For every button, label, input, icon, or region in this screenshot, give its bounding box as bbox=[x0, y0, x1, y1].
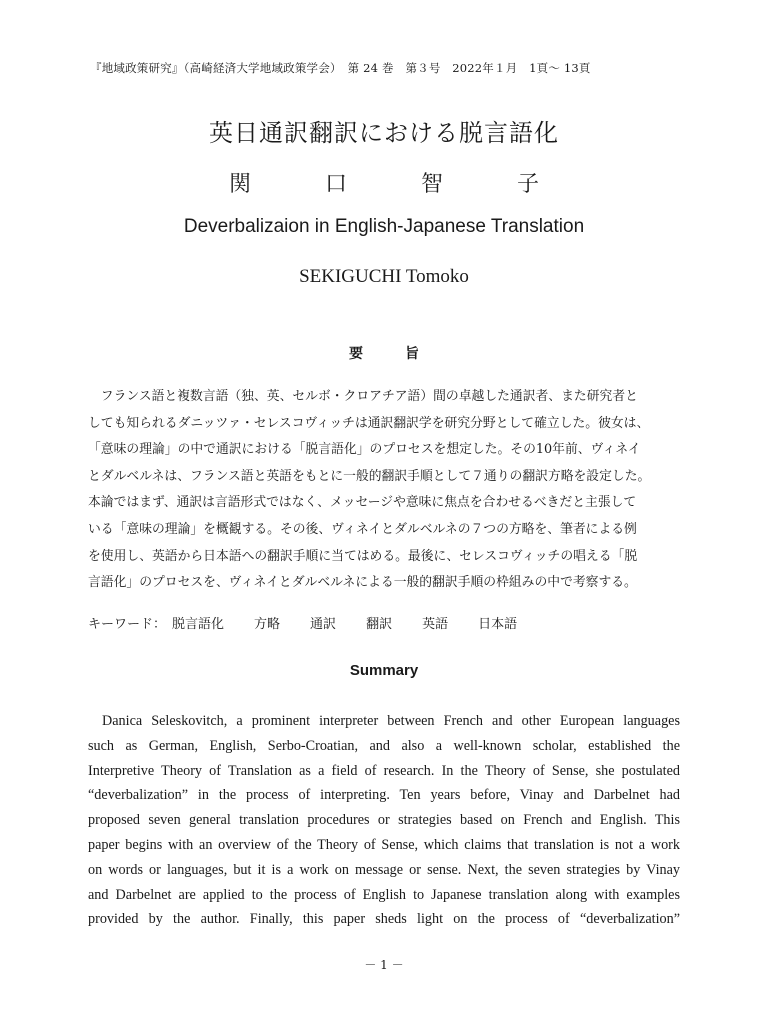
title-japanese: 英日通訳翻訳における脱言語化 bbox=[209, 119, 559, 147]
abstract-line: を使用し、英語から日本語への翻訳手順に当てはめる。最後に、セレスコヴィッチの唱える「脱 bbox=[88, 548, 638, 564]
summary-line: and Darbelnet are applied to the process of English to Japanese translation along with examples bbox=[88, 886, 680, 903]
summary-line: Interpretive Theory of Translation as a field of research. In the Theory of Sense, she postulated bbox=[88, 762, 680, 779]
journal-header: 『地域政策研究』（高崎経済大学地域政策学会） 第 24 巻 第３号 2022年１月 1頁〜 13頁 bbox=[90, 61, 591, 75]
abstract-line: しても知られるダニッツァ・セレスコヴィッチは通訳翻訳学を研究分野として確立した。彼女は、 bbox=[88, 415, 650, 431]
summary-line: “deverbalization” in the process of interpreting. Ten years before, Vinay and Darbelnet had bbox=[88, 787, 680, 804]
summary-heading: Summary bbox=[349, 662, 419, 679]
keyword: 翻訳 bbox=[366, 617, 393, 632]
keyword: 脱言語化 bbox=[172, 617, 225, 632]
abstract-line: いる「意味の理論」を概観する。その後、ヴィネイとダルベルネの７つの方略を、筆者による例 bbox=[88, 521, 637, 537]
keywords bbox=[88, 613, 547, 632]
abstract-line: 「意味の理論」の中で通訳における「脱言語化」のプロセスを想定した。その10年前、ヴィネイ bbox=[88, 442, 641, 458]
abstract-line: フランス語と複数言語（独、英、セルボ・クロアチア語）間の卓越した通訳者、また研究者と bbox=[88, 389, 638, 404]
keyword: 日本語 bbox=[478, 617, 518, 632]
abstract-line: とダルベルネは、フランス語と英語をもとに一般的翻訳手順として７通りの翻訳方略を設定した。 bbox=[88, 468, 651, 484]
keyword: 方略 bbox=[254, 617, 281, 632]
summary-line: paper begins with an overview of the Theory of Sense, which claims that translation is not a work bbox=[88, 836, 680, 853]
summary-line: Danica Seleskovitch, a prominent interpreter between French and other European languages bbox=[102, 713, 680, 729]
title-english: Deverbalizaion in English-Japanese Translation bbox=[183, 216, 585, 237]
abstract-heading: 要 旨 bbox=[349, 346, 433, 362]
summary-line: proposed seven general translation procedures or strategies based on French and English. This bbox=[88, 812, 680, 829]
summary-line: provided by the author. Finally, this paper sheds light on the process of “deverbalization” bbox=[88, 911, 680, 928]
author-english: SEKIGUCHI Tomoko bbox=[299, 266, 469, 287]
author-japanese: 関 口 智 子 bbox=[228, 172, 565, 197]
keywords-label: キーワード： bbox=[88, 617, 167, 632]
abstract-line: 本論ではまず、通訳は言語形式ではなく、メッセージや意味に焦点を合わせるべきだと主張して bbox=[88, 495, 637, 511]
summary-line: on words or languages, but it is a work on message or sense. Next, the seven strategies by Vinay bbox=[88, 861, 680, 878]
keyword: 通訳 bbox=[310, 617, 337, 632]
abstract-line: 言語化」のプロセスを、ヴィネイとダルベルネによる一般的翻訳手順の枠組みの中で考察する。 bbox=[88, 575, 637, 591]
page-number: － 1 － bbox=[364, 958, 404, 972]
keyword: 英語 bbox=[422, 617, 449, 632]
abstract-body bbox=[88, 384, 680, 597]
summary-line: such as German, English, Serbo-Croatian, and also a well-known scholar, established the bbox=[88, 737, 680, 754]
summary-body bbox=[88, 709, 680, 932]
